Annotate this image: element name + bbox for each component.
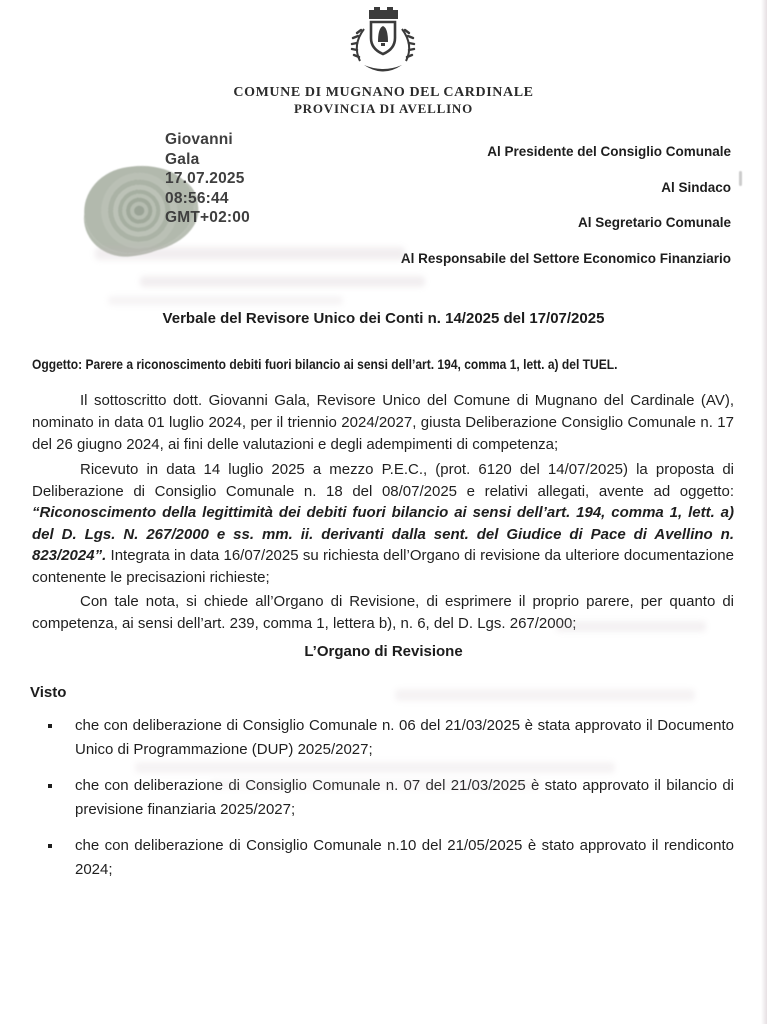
province-name: PROVINCIA DI AVELLINO — [293, 101, 474, 116]
section-heading-organo-di-revisione: L’Organo di Revisione — [304, 643, 463, 660]
scan-speck-artifact — [739, 171, 742, 186]
recipient-list — [261, 141, 731, 283]
paragraph-introduction: Il sottoscritto dott. Giovanni Gala, Revisore Unico del Comune di Mugnano del Cardinale (AV), nominato in data 01 luglio 2024, per il triennio 2024/2027, giusta Deliberazione Consiglio Comunale n. 17 del 26 giugno 2024, ai fini delle valutazioni e degli adempimenti di competenza; — [32, 392, 734, 453]
paragraph-received-proposal — [32, 459, 734, 589]
recipient-line: Al Sindaco — [661, 179, 731, 195]
bullet-marker — [48, 724, 52, 728]
bleedthrough-artifact — [108, 296, 343, 305]
signature-time: 08:56:44 — [165, 189, 229, 207]
subject-line: Oggetto: Parere a riconoscimento debiti fuori bilancio ai sensi dell’art. 194, comma 1, lett. a) del TUEL. — [32, 356, 618, 372]
visto-label: Visto — [30, 684, 67, 701]
list-item-text: che con deliberazione di Consiglio Comunale n. 07 del 21/03/2025 è stato approvato il bilancio di previsione finanziaria 2025/2027; — [75, 777, 734, 818]
coat-of-arms-icon — [342, 5, 424, 77]
recipient-line: Al Presidente del Consiglio Comunale — [487, 144, 731, 159]
signer-last-name: Gala — [165, 150, 200, 168]
recipient-line: Al Segretario Comunale — [577, 215, 731, 230]
bleedthrough-artifact — [395, 689, 695, 701]
signature-date: 17.07.2025 — [165, 170, 245, 187]
visto-bullet-list — [32, 714, 734, 894]
page-edge-shadow — [761, 0, 767, 1024]
recipient-line: Al Responsabile del Settore Economico Finanziario — [400, 250, 731, 266]
bleedthrough-artifact — [556, 621, 706, 632]
list-item — [32, 714, 734, 762]
document-title: Verbale del Revisore Unico dei Conti n. 14/2025 del 17/07/2025 — [162, 310, 605, 327]
bullet-marker — [48, 844, 52, 848]
paragraph-text: Integrata in data 16/07/2025 su richiesta dell’Organo di revisione da ulteriore documentazione contenente le precisazioni richieste; — [32, 547, 734, 586]
bleedthrough-artifact — [210, 780, 540, 789]
paragraph-text: Ricevuto in data 14 luglio 2025 a mezzo P.E.C., (prot. 6120 del 14/07/2025) la proposta di Deliberazione di Consiglio Comunale n. 18 del 08/07/2025 e relativi allegati, avente ad oggetto: — [32, 461, 734, 500]
list-item-text: che con deliberazione di Consiglio Comunale n. 06 del 21/03/2025 è stata approvato il Documento Unico di Programmazione (DUP) 2025/2027; — [75, 717, 734, 758]
bleedthrough-artifact — [95, 247, 405, 260]
list-item-text: che con deliberazione di Consiglio Comunale n.10 del 21/05/2025 è stato approvato il rendiconto 2024; — [75, 837, 734, 878]
signature-timezone: GMT+02:00 — [165, 209, 250, 226]
municipality-name: COMUNE DI MUGNANO DEL CARDINALE — [233, 85, 534, 100]
bullet-marker — [48, 784, 52, 788]
list-item — [32, 834, 734, 882]
signer-first-name: Giovanni — [165, 131, 233, 148]
bleedthrough-artifact — [140, 276, 425, 287]
paragraph-request-opinion: Con tale nota, si chiede all’Organo di Revisione, di esprimere il proprio parere, per quanto di competenza, ai sensi dell’art. 239, comma 1, lettera b), n. 6, del D. Lgs. 267/2000; — [32, 593, 734, 632]
bleedthrough-artifact — [135, 762, 615, 773]
quoted-deliberation-title: “Riconoscimento della legittimità dei debiti fuori bilancio ai sensi dell’art. 194, comma 1, lett. a) del D. Lgs. N. 267/2000 e ss. mm. ii. derivanti dalla sent. del Giudice di Pace di Avellino n. 823/2024”. — [32, 504, 734, 565]
